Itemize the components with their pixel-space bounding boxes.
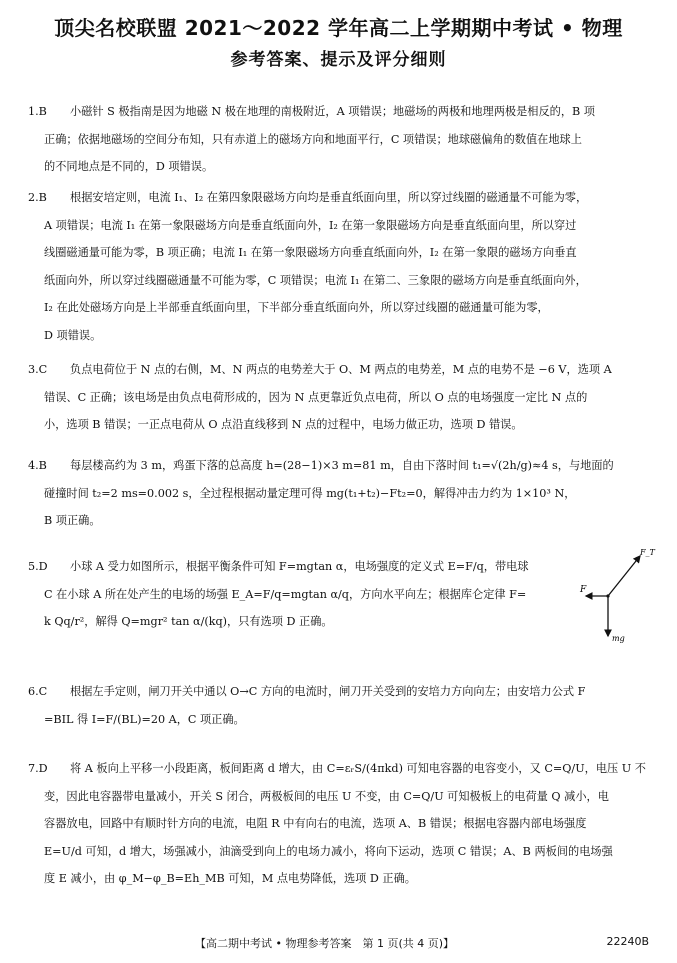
answer-2 [28, 184, 587, 349]
answer-text: 小，选项 B 错误；一正点电荷从 O 点沿直线移到 N 点的过程中，电场力做正功，选项 D 错误。 [44, 418, 523, 431]
answer-number: 4.B [28, 459, 47, 472]
answer-text: 容器放电，回路中有顺时针方向的电流，电阻 R 中有向右的电流，选项 A、B 错误；根据电容器内部电场强度 [44, 817, 587, 830]
answer-text: 小磁针 S 极指南是因为地磁 N 极在地理的南极附近，A 项错误；地磁场的两极和地理两极是相反的，B 项 [70, 105, 595, 118]
answer-text: 的不同地点是不同的，D 项错误。 [44, 160, 214, 173]
gravity-label: mg [612, 634, 625, 643]
answer-number: 5.D [28, 560, 48, 573]
answer-number: 2.B [28, 191, 47, 204]
answer-text: 变，因此电容器带电量减小，开关 S 闭合，两极板间的电压 U 不变，由 C=Q/U 可知极板上的电荷量 Q 减小，电 [44, 789, 609, 803]
answer-line [28, 356, 612, 384]
answer-text: 根据安培定则，电流 I₁、I₂ 在第四象限磁场方向均是垂直纸面向里，所以穿过线圈的磁通量不可能为零， [70, 191, 588, 204]
answer-line [28, 678, 585, 706]
answer-line [28, 755, 646, 783]
answer-7 [28, 755, 646, 893]
answer-text: B 项正确。 [44, 514, 101, 527]
document-code: 22240B [606, 935, 649, 948]
answer-text: 碰撞时间 t₂=2 ms=0.002 s，全过程根据动量定理可得 mg(t₁+t₂)−Ft₂=0，解得冲击力约为 1×10³ N， [44, 486, 576, 500]
answer-text: 线圈磁通量可能为零，B 项正确；电流 I₁ 在第一象限磁场方向垂直纸面向外，I₂ 在第一象限的磁场方向垂直 [44, 246, 577, 259]
answer-text: 正确；依据地磁场的空间分布知，只有赤道上的磁场方向和地面平行，C 项错误；地球磁偏角的数值在地球上 [44, 132, 582, 146]
answer-text: 度 E 减小，由 φ_M−φ_B=Eh_MB 可知，M 点电势降低，选项 D 正确。 [44, 872, 416, 885]
answer-4 [28, 452, 614, 535]
page-title: 顶尖名校联盟 2021～2022 学年高二上学期期中考试 • 物理 [54, 16, 623, 40]
answer-text: 错误、C 正确；该电场是由负点电荷形成的，因为 N 点更靠近负点电荷，所以 O 点的电场强度一定比 N 点的 [44, 390, 588, 404]
answer-number: 3.C [28, 363, 48, 376]
answer-text: D 项错误。 [44, 328, 102, 342]
tension-label: F_T [640, 548, 655, 557]
answer-5 [28, 553, 529, 636]
ball-point [606, 594, 609, 597]
answer-text: C 在小球 A 所在处产生的电场的场强 E_A=F/q=mgtan α/q，方向水平向左；根据库仑定律 F= [44, 587, 527, 601]
answer-text: =BIL 得 I=F/(BL)=20 A，C 项正确。 [44, 712, 245, 726]
force-label: F [580, 585, 587, 595]
force-diagram [578, 548, 655, 648]
answer-number: 7.D [28, 762, 48, 775]
answer-text: k Qq/r²，解得 Q=mgr² tan α/(kq)，只有选项 D 正确。 [44, 615, 333, 628]
answer-number: 6.C [28, 685, 48, 698]
tension-arrow [608, 556, 640, 596]
answer-text: 每层楼高约为 3 m，鸡蛋下落的总高度 h=(28−1)×3 m=81 m，自由下落时间 t₁=√(2h/g)≈4 s，与地面的 [70, 459, 614, 472]
answer-text: 小球 A 受力如图所示，根据平衡条件可知 F=mgtan α，电场强度的定义式 E=F/q，带电球 [70, 560, 529, 573]
answer-number: 1.B [28, 105, 47, 118]
answer-3 [28, 356, 612, 439]
answer-text: A 项错误；电流 I₁ 在第一象限磁场方向是垂直纸面向外，I₂ 在第一象限磁场方向是垂直纸面向里，所以穿过 [44, 218, 577, 232]
answer-text: 纸面向外，所以穿过线圈磁通量不可能为零，C 项错误；电流 I₁ 在第二、三象限的磁场方向是垂直纸面向外， [44, 273, 587, 287]
answer-line [28, 98, 595, 126]
answer-1 [28, 98, 595, 181]
answer-text: I₂ 在此处磁场方向是上半部垂直纸面向里，下半部分垂直纸面向外，所以穿过线圈的磁通量可能为零， [44, 301, 549, 314]
answer-line [28, 553, 529, 581]
answer-text: E=U/d 可知，d 增大，场强减小，油滴受到向上的电场力减小，将向下运动，选项 C 错误；A、B 两板间的电场强 [44, 844, 613, 858]
page-footer: 【高二期中考试 • 物理参考答案 第 1 页(共 4 页)】 [195, 937, 455, 950]
answer-6 [28, 678, 585, 733]
answer-text: 将 A 板向上平移一小段距离，板间距离 d 增大，由 C=εᵣS/(4πkd) 可知电容器的电容变小，又 C=Q/U，电压 U 不 [70, 762, 646, 775]
answer-line [28, 452, 614, 480]
answer-text: 负点电荷位于 N 点的右侧，M、N 两点的电势差大于 O、M 两点的电势差，M 点的电势不是 −6 V，选项 A [70, 363, 612, 376]
answer-text: 根据左手定则，闸刀开关中通以 O→C 方向的电流时，闸刀开关受到的安培力方向向左；由安培力公式 F [70, 685, 586, 698]
page-subtitle: 参考答案、提示及评分细则 [230, 50, 447, 70]
answer-line [28, 184, 587, 212]
